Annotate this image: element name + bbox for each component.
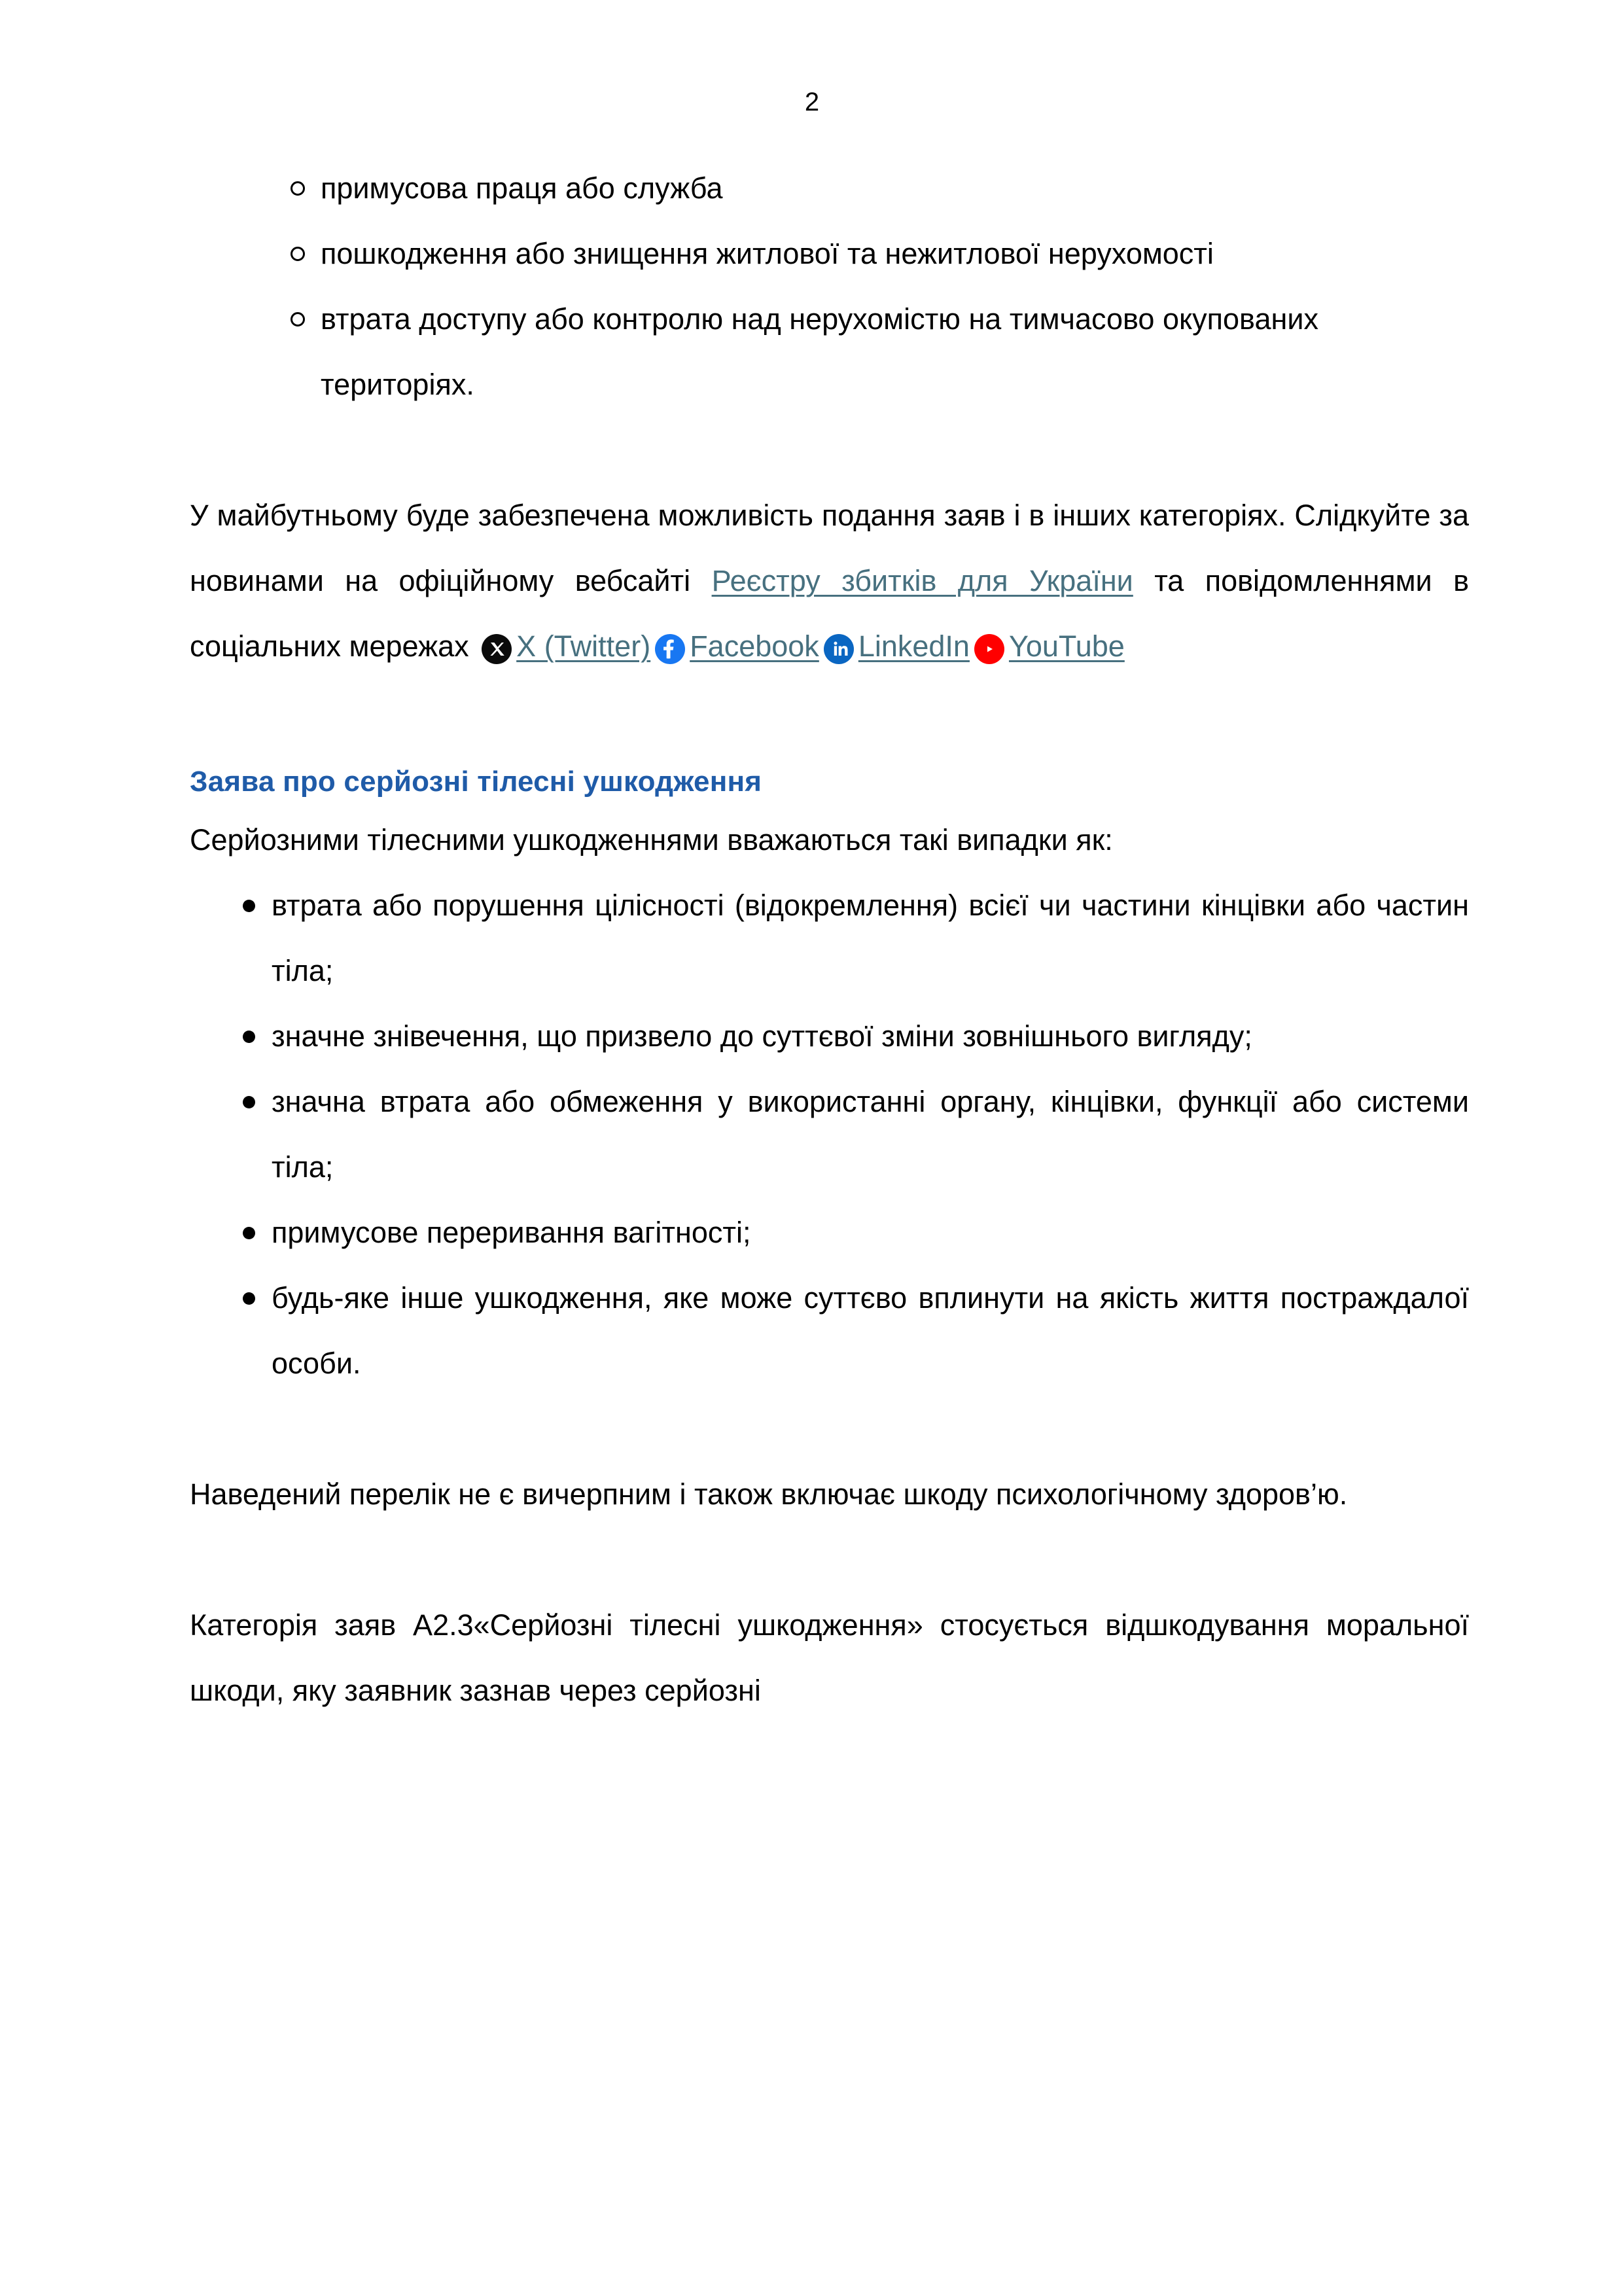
list-item — [190, 1265, 1469, 1396]
list-item-label: втрата або порушення цілісності (відокремлення) всієї чи частини кінцівки або частин тіла; — [272, 889, 1469, 987]
closing-paragraph-2: Категорія заяв А2.3«Серйозні тілесні ушкодження» стосується відшкодування моральної шкоди, яку заявник зазнав через серйозні — [190, 1608, 1469, 1707]
disc-bullet-icon — [241, 873, 256, 938]
list-item-label: значна втрата або обмеження у використанні органу, кінцівки, функції або системи тіла; — [272, 1085, 1469, 1184]
paragraph-text-part-2: та повідомленнями в соціальних мережах — [190, 564, 1469, 663]
future-categories-paragraph — [190, 483, 1469, 679]
list-item — [190, 221, 1469, 287]
section-heading-serious-bodily-injury: Заява про серйозні тілесні ушкодження — [190, 766, 762, 798]
list-item-label: значне знівечення, що призвело до суттєвої зміни зовнішнього вигляду; — [272, 1019, 1252, 1053]
spacer — [190, 417, 1469, 483]
list-item-label: пошкодження або знищення житлової та нежитлової нерухомості — [321, 237, 1214, 270]
youtube-icon[interactable] — [974, 633, 1005, 665]
circle-bullet-icon — [289, 156, 306, 221]
damage-categories-list — [190, 156, 1469, 417]
spacer — [190, 1396, 1469, 1462]
facebook-icon[interactable] — [654, 633, 686, 665]
list-item — [190, 1004, 1469, 1069]
link-facebook[interactable]: Facebook — [690, 629, 819, 663]
link-registry-of-damage[interactable]: Реєстру збитків для України — [711, 564, 1133, 597]
spacer — [190, 1527, 1469, 1593]
disc-bullet-icon — [241, 1265, 256, 1331]
disc-bullet-icon — [241, 1004, 256, 1069]
spacer — [190, 679, 1469, 756]
circle-bullet-icon — [289, 221, 306, 287]
linkedin-icon[interactable] — [823, 633, 855, 665]
list-item — [190, 1200, 1469, 1265]
link-x-twitter[interactable]: X (Twitter) — [516, 629, 651, 663]
page-body — [190, 156, 1469, 1723]
list-item-label: втрата доступу або контролю над нерухомістю на тимчасово окупованих територіях. — [321, 302, 1318, 401]
list-item — [190, 1069, 1469, 1200]
page-number: 2 — [804, 88, 820, 116]
circle-bullet-icon — [289, 287, 306, 352]
section-intro-paragraph: Серйозними тілесними ушкодженнями вважаються такі випадки як: — [190, 823, 1113, 857]
x-twitter-icon[interactable] — [481, 633, 512, 665]
link-youtube[interactable]: YouTube — [1008, 629, 1125, 663]
disc-bullet-icon — [241, 1069, 256, 1135]
list-item — [190, 287, 1469, 417]
serious-injury-bullets — [190, 873, 1469, 1396]
link-linkedin[interactable]: LinkedIn — [858, 629, 970, 663]
paragraph-text-part-1: У майбутньому буде забезпечена можливість подання заяв і в інших категоріях. Слідкуйте за новинами на офіційному вебсайті — [190, 499, 1469, 597]
list-item — [190, 156, 1469, 221]
list-item-label: будь-яке інше ушкодження, яке може суттєво вплинути на якість життя постраждалої особи. — [272, 1281, 1469, 1380]
list-item-label: примусове переривання вагітності; — [272, 1216, 751, 1249]
closing-paragraph-1: Наведений перелік не є вичерпним і також включає шкоду психологічному здоров’ю. — [190, 1477, 1348, 1511]
list-item — [190, 873, 1469, 1004]
disc-bullet-icon — [241, 1200, 256, 1265]
list-item-label: примусова праця або служба — [321, 171, 723, 205]
